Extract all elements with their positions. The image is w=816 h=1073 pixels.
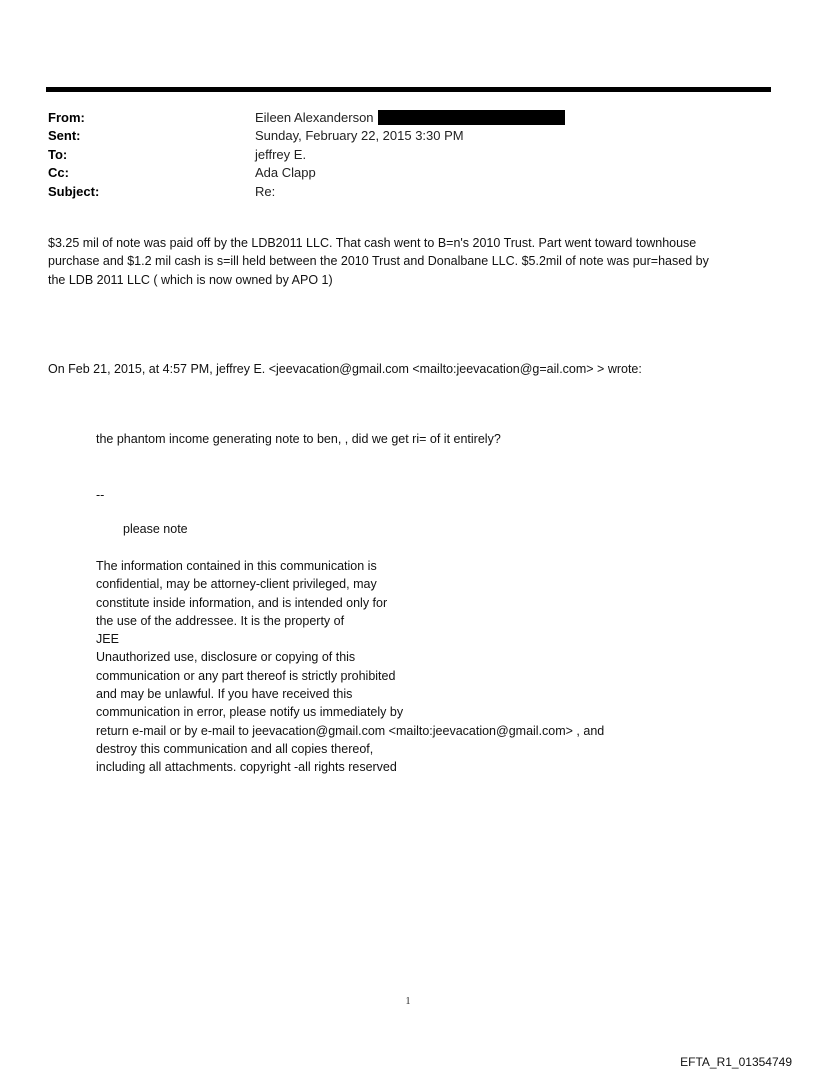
disclaimer-line: destroy this communication and all copies thereof, [96, 741, 374, 756]
note-label: please note [123, 522, 188, 536]
disclaimer-line: The information contained in this communication is [96, 559, 377, 573]
email-header-block [48, 108, 768, 201]
subject-row [48, 182, 768, 201]
subject-value: Re: [255, 183, 276, 199]
confidentiality-disclaimer [96, 557, 736, 777]
sent-row [48, 127, 768, 146]
disclaimer-line: communication or any part thereof is strictly prohibited [96, 668, 396, 683]
body-line: purchase and $1.2 mil cash is s=ill held between the 2010 Trust and Donalbane LLC. $5.2mil of note was pur=hased by [48, 254, 709, 269]
body-line: the LDB 2011 LLC ( which is now owned by APO 1) [48, 272, 333, 287]
header-divider-rule [46, 87, 771, 92]
disclaimer-line: JEE [96, 632, 119, 647]
disclaimer-line: return e-mail or by e-mail to jeevacation@gmail.com <mailto:jeevacation@gmail.com> , and [96, 723, 605, 738]
quoted-question: the phantom income generating note to ben, , did we get ri= of it entirely? [96, 432, 501, 446]
cc-value: Ada Clapp [255, 165, 316, 181]
message-body-paragraph [48, 234, 758, 289]
page-number: 1 [405, 996, 411, 1007]
disclaimer-line: constitute inside information, and is intended only for [96, 595, 388, 610]
redaction-bar [378, 110, 565, 125]
to-label: To: [48, 146, 68, 162]
disclaimer-line: Unauthorized use, disclosure or copying of this [96, 650, 356, 665]
from-label: From: [48, 109, 85, 125]
sender-name: Eileen Alexanderson [255, 109, 374, 125]
disclaimer-line: the use of the addressee. It is the property of [96, 613, 345, 628]
disclaimer-line: including all attachments. copyright -all rights reserved [96, 760, 397, 775]
cc-label: Cc: [48, 165, 69, 181]
to-value: jeffrey E. [255, 146, 307, 162]
from-row [48, 108, 768, 127]
subject-label: Subject: [48, 183, 100, 199]
from-value [255, 110, 565, 125]
disclaimer-line: communication in error, please notify us immediately by [96, 705, 404, 720]
disclaimer-line: and may be unlawful. If you have received this [96, 687, 353, 702]
sent-value: Sunday, February 22, 2015 3:30 PM [255, 128, 464, 144]
signature-separator: -- [96, 488, 105, 502]
body-line: $3.25 mil of note was paid off by the LDB2011 LLC. That cash went to B=n's 2010 Trust. Part went toward townhouse [48, 236, 697, 250]
quote-attribution: On Feb 21, 2015, at 4:57 PM, jeffrey E. <jeevacation@gmail.com <mailto:jeevacation@g=ail.com> > wrote: [48, 362, 642, 376]
disclaimer-line: confidential, may be attorney-client privileged, may [96, 577, 377, 592]
to-row [48, 145, 768, 164]
document-id: EFTA_R1_01354749 [680, 1055, 792, 1069]
cc-row [48, 164, 768, 183]
sent-label: Sent: [48, 128, 81, 144]
